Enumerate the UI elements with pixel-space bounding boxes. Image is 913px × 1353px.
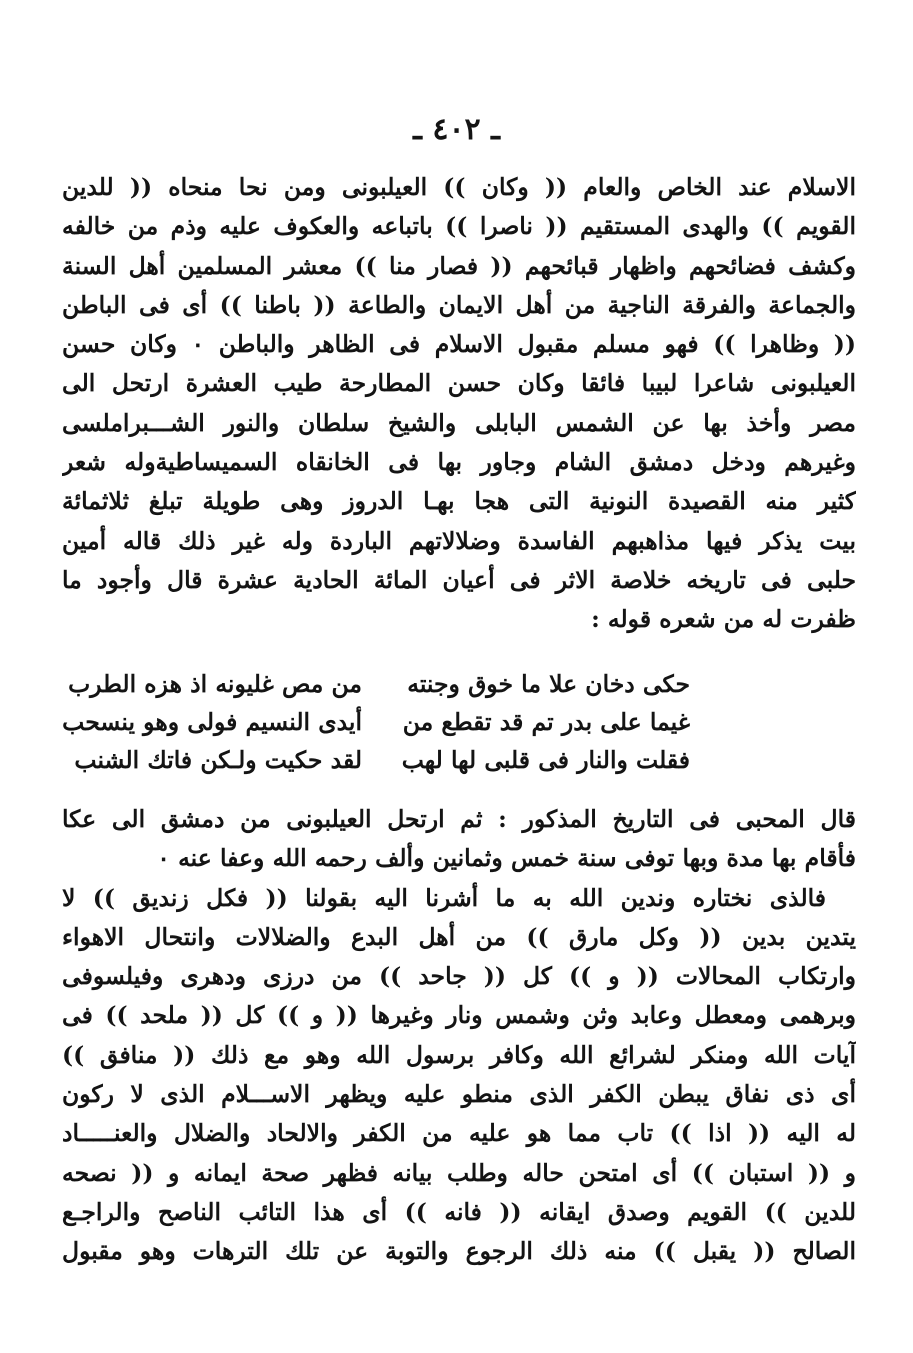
text-line: وغيرهم ودخل دمشق الشام وجاور بها فى الخانقاه السميساطيةوله شعر [62, 448, 856, 477]
verse-second-hemistich: أيدى النسيم فولى وهو ينسحب [62, 708, 362, 736]
text-line: والجماعة والفرقة الناجية من أهل الايمان والطاعة (( باطنا )) أى فى الباطن [62, 290, 856, 319]
text-line: وارتكاب المحالات (( و )) كل (( جاحد )) من درزى ودهرى وفيلسوفى [62, 962, 856, 991]
text-line: (( وظاهرا )) فهو مسلم مقبول الاسلام فى الظاهر والباطن ٠ وكان حسن [62, 330, 856, 359]
text-line: وكشف فضائحهم واظهار قبائحهم (( فصار منا )) معشر المسلمين أهل السنة [62, 251, 856, 280]
text-line: و (( استبان )) أى امتحن حاله وطلب بيانه فظهر صحة ايمانه و (( نصحه [62, 1158, 856, 1187]
text-line: وبرهمى ومعطل وعابد وثن وشمس ونار وغيرها (( و )) كل (( ملحد )) فى [62, 1001, 856, 1030]
text-line: فأقام بها مدة وبها توفى سنة خمس وثمانين وألف رحمه الله وعفا عنه ٠ [157, 844, 856, 873]
poem-block [62, 665, 690, 779]
text-line: القويم )) والهدى المستقيم (( ناصرا )) باتباعه والعكوف عليه وذم من خالفه [62, 212, 856, 241]
poem-verse [62, 703, 690, 741]
verse-second-hemistich: من مص غليونه اذ هزه الطرب [68, 670, 362, 698]
text-line: مصر وأخذ بها عن الشمس البابلى والشيخ سلطان والنور الشـــبراملسى [62, 408, 856, 437]
text-line: قال المحبى فى التاريخ المذكور : ثم ارتحل العيلبونى من دمشق الى عكا [62, 805, 856, 833]
text-line: الاسلام عند الخاص والعام (( وكان )) العيلبونى ومن نحا منحاه (( للدين [62, 173, 856, 201]
text-line: أى ذى نفاق يبطن الكفر الذى منطو عليه ويظهر الاســـلام الذى لا ركون [62, 1080, 856, 1109]
verse-first-hemistich: غيما على بدر تم قد تقطع من [402, 708, 690, 736]
text-line: العيلبونى شاعرا لبيبا فائقا وكان حسن المطارحة طيب العشرة ارتحل الى [62, 369, 856, 398]
text-line: الصالح (( يقبل )) منه ذلك الرجوع والتوبة عن تلك الترهات وهو مقبول [62, 1237, 856, 1266]
text-line: آيات الله ومنكر لشرائع الله وكافر برسول الله وهو مع ذلك (( منافق )) [62, 1040, 856, 1069]
text-line: كثير منه القصيدة النونية التى هجا بهـا الدروز وهى طويلة تبلغ ثلاثمائة [62, 487, 856, 516]
text-line: حلبى فى تاريخه خلاصة الاثر فى أعيان المائة الحادية عشرة قال وأجود ما [62, 565, 856, 594]
paragraph-top [62, 168, 856, 640]
verse-second-hemistich: لقد حكيت ولـكن فاتك الشنب [74, 746, 362, 774]
text-line: للدين )) القويم وصدق ايقانه (( فانه )) أى هذا التائب الناصح والراجـع [62, 1197, 856, 1226]
verse-first-hemistich: حكى دخان علا ما خوق وجنته [407, 670, 690, 698]
paragraph-bottom [62, 800, 856, 1272]
poem-verse [68, 665, 690, 703]
poem-verse [74, 741, 690, 779]
text-line: يتدين بدين (( وكل مارق )) من أهل البدع والضلالات وانتحال الاهواء [62, 922, 856, 951]
page-number: ـ ٤٠٢ ـ [413, 112, 500, 147]
text-line: فالذى نختاره وندين الله به ما أشرنا اليه بقولنا (( فكل زنديق )) لا [62, 883, 826, 912]
text-line: له اليه (( اذا )) تاب مما هو عليه من الكفر والالحاد والضلال والعنـــــاد [62, 1119, 856, 1148]
verse-first-hemistich: فقلت والنار فى قلبى لها لهب [401, 746, 690, 774]
text-line: ظفرت له من شعره قوله : [591, 605, 856, 634]
text-line: بيت يذكر فيها مذاهبهم الفاسدة وضلالاتهم الباردة وله غير ذلك قاله أمين [62, 526, 856, 555]
